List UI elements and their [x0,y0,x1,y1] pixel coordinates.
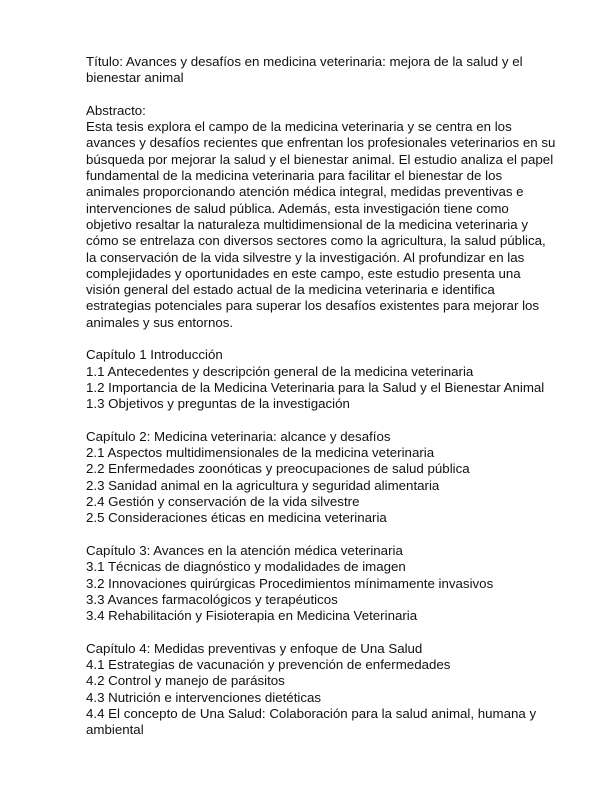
section-item: 2.3 Sanidad animal en la agricultura y seguridad alimentaria [86,477,440,493]
chapter-3-section [86,543,556,624]
section-item: 4.1 Estrategias de vacunación y prevención de enfermedades [86,656,451,672]
section-item: 3.3 Avances farmacológicos y terapéuticos [86,591,338,607]
abstract-section [86,103,556,331]
chapter-2-section [86,429,556,527]
spacer [86,331,556,347]
spacer [86,87,556,103]
spacer [86,527,556,543]
chapter-heading: Capítulo 3: Avances en la atención médica veterinaria [86,542,403,558]
spacer [86,413,556,429]
section-item: 3.4 Rehabilitación y Fisioterapia en Medicina Veterinaria [86,608,418,624]
abstract-body: Esta tesis explora el campo de la medicina veterinaria y se centra en los avances y desafíos recientes que enfrentan los profesionales veterinarios en su búsqueda por mejorar la salud y el bienestar animal. El estudio analiza el papel fundamental de la medicina veterinaria para facilitar el bienestar de los animales proporcionando atención médica integral, medidas preventivas e intervenciones de salud pública. Además, esta investigación tiene como objetivo resaltar la naturaleza multidimensional de la medicina veterinaria y cómo se entrelaza con diversos sectores como la agricultura, la salud pública, la conservación de la vida silvestre y la investigación. Al profundizar en las complejidades y oportunidades en este campo, este estudio presenta una visión general del estado actual de la medicina veterinaria e identifica estrategias potenciales para superar los desafíos existentes para mejorar los animales y sus entornos. [86,119,556,330]
section-item: 1.3 Objetivos y preguntas de la investigación [86,396,350,412]
abstract-heading: Abstracto: [86,102,146,118]
spacer [86,624,556,640]
title-block [86,54,556,87]
chapter-heading: Capítulo 1 Introducción [86,347,223,363]
section-item: 4.2 Control y manejo de parásitos [86,673,285,689]
chapter-heading: Capítulo 4: Medidas preventivas y enfoque de Una Salud [86,640,423,656]
chapter-4-section [86,641,556,739]
chapter-1-section [86,347,556,412]
section-item: 2.5 Consideraciones éticas en medicina veterinaria [86,510,387,526]
section-item: 2.4 Gestión y conservación de la vida silvestre [86,494,360,510]
chapter-heading: Capítulo 2: Medicina veterinaria: alcance y desafíos [86,428,391,444]
section-item: 2.1 Aspectos multidimensionales de la medicina veterinaria [86,445,435,461]
section-item: 2.2 Enfermedades zoonóticas y preocupaciones de salud pública [86,461,470,477]
section-item: 4.3 Nutrición e intervenciones dietéticas [86,689,322,705]
section-item: 1.2 Importancia de la Medicina Veterinaria para la Salud y el Bienestar Animal [86,379,545,395]
section-item: 3.2 Innovaciones quirúrgicas Procedimientos mínimamente invasivos [86,575,494,591]
section-item: 4.4 El concepto de Una Salud: Colaboración para la salud animal, humana y ambiental [86,705,537,738]
document-title: Título: Avances y desafíos en medicina veterinaria: mejora de la salud y el bienestar animal [86,54,523,86]
section-item: 1.1 Antecedentes y descripción general de la medicina veterinaria [86,363,474,379]
section-item: 3.1 Técnicas de diagnóstico y modalidades de imagen [86,559,406,575]
